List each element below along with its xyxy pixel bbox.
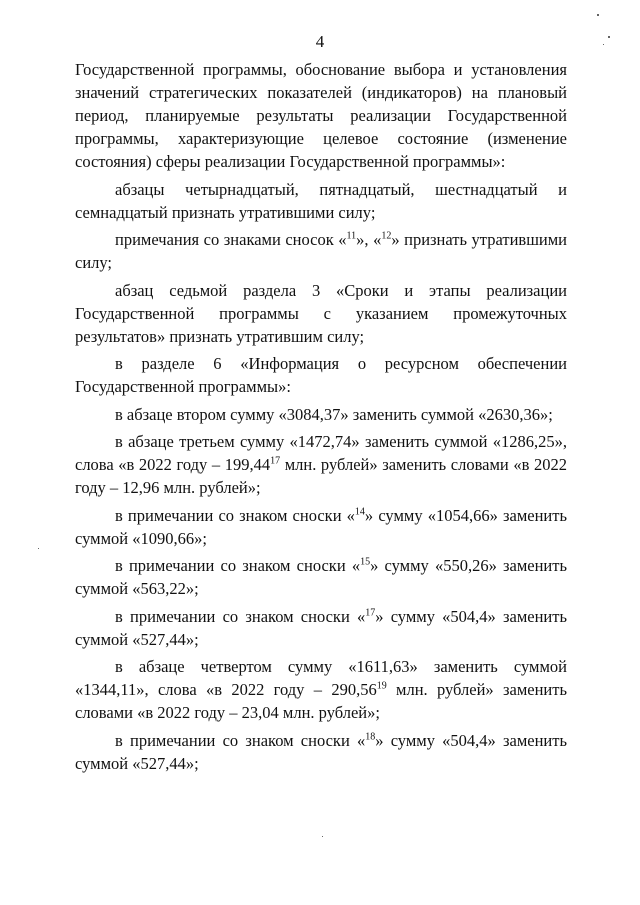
footnote-mark: 19 [376, 680, 387, 692]
paragraph: абзацы четырнадцатый, пятнадцатый, шестнадцатый и семнадцатый признать утратившими силу; [75, 179, 567, 222]
scan-speck [597, 14, 599, 16]
footnote-mark: 11 [346, 230, 357, 242]
scan-speck [603, 44, 604, 45]
paragraph: в абзаце втором сумму «3084,37» заменить суммой «2630,36»; [115, 404, 553, 424]
paragraph: в примечании со знаком сноски «$^{17}$» сумму «504,4» заменить суммой «527,44»; [75, 606, 567, 649]
footnote-mark: 17 [365, 607, 376, 618]
footnote-mark: 15 [360, 556, 371, 568]
paragraph: в примечании со знаком сноски «$^{14}$» сумму «1054,66» заменить суммой «1090,66»; [75, 505, 567, 548]
footnote-mark: 14 [354, 506, 365, 517]
footnote-mark: 17 [270, 455, 281, 467]
paragraph: абзац седьмой раздела 3 «Сроки и этапы реализации Государственной программы с указанием промежуточных результатов» признать утратившим силу; [75, 280, 567, 346]
paragraph: Государственной программы, обоснование выбора и установления значений стратегических показателей (индикаторов) на плановый период, планируемые результаты реализации Государственной программы, характеризующие целевое состояние (изменение состояния) сферы реализации Государственной программы»: [75, 60, 567, 171]
paragraph: в абзаце третьем сумму «1472,74» заменить суммой «1286,25», слова «в 2022 году – 199,44$^{17}$ млн. рублей» заменить словами «в 2022 году – 12,96 млн. рублей»; [75, 432, 567, 497]
scan-speck [608, 36, 610, 38]
footnote-mark: 18 [365, 731, 376, 742]
paragraph: в абзаце четвертом сумму «1611,63» заменить суммой «1344,11», слова «в 2022 году – 290,56$^{19}$ млн. рублей» заменить словами «в 2022 году – 23,04 млн. рублей»; [75, 657, 567, 722]
scan-speck [38, 548, 39, 549]
footnote-mark: 12 [381, 230, 392, 242]
scan-speck [322, 836, 323, 837]
page-number: 4 [315, 32, 325, 51]
paragraph: примечания со знаками сносок «$^{11}$», «$^{12}$» признать утратившими силу; [75, 230, 567, 272]
paragraph: в примечании со знаком сноски «$^{15}$» сумму «550,26» заменить суммой «563,22»; [75, 556, 567, 598]
paragraph: в разделе 6 «Информация о ресурсном обеспечении Государственной программы»: [75, 354, 567, 396]
document-body [75, 58, 567, 775]
paragraph: в примечании со знаком сноски «$^{18}$» сумму «504,4» заменить суммой «527,44»; [75, 730, 567, 773]
